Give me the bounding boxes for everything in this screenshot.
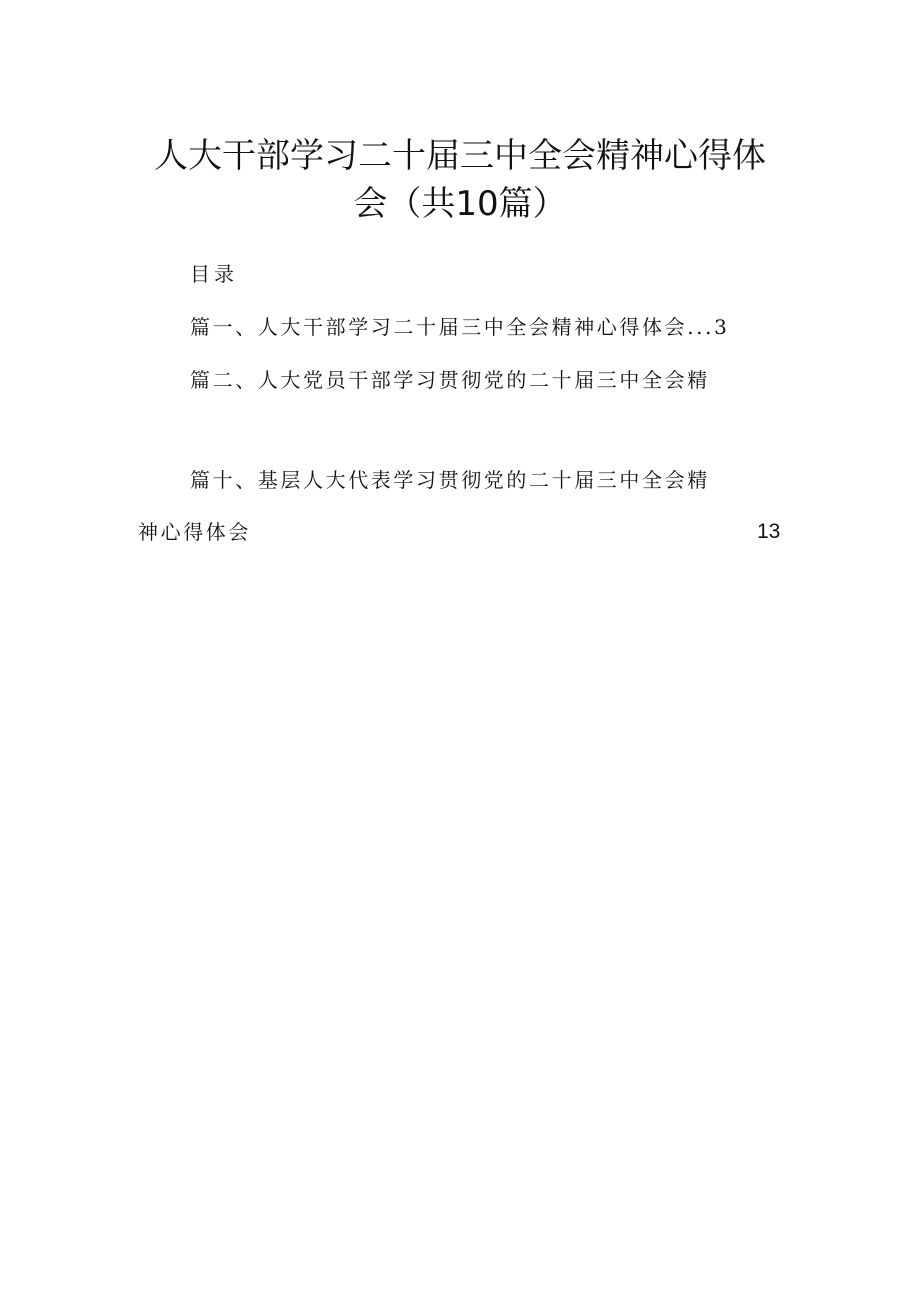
toc-entry-10[interactable]: 篇十、基层人大代表学习贯彻党的二十届三中全会精 <box>190 468 710 492</box>
toc-entry-1[interactable]: 篇一、人大干部学习二十届三中全会精神心得体会...3 <box>190 315 730 339</box>
toc-entry-10-page-number: 13 <box>757 520 781 543</box>
document-title-line-2: 会（共10篇） <box>353 184 567 224</box>
document-title-line-1: 人大干部学习二十届三中全会精神心得体 <box>154 136 766 176</box>
toc-heading: 目录 <box>190 262 238 286</box>
toc-entry-2[interactable]: 篇二、人大党员干部学习贯彻党的二十届三中全会精 <box>190 368 710 392</box>
toc-entry-10-continuation[interactable]: 神心得体会 <box>138 520 251 544</box>
